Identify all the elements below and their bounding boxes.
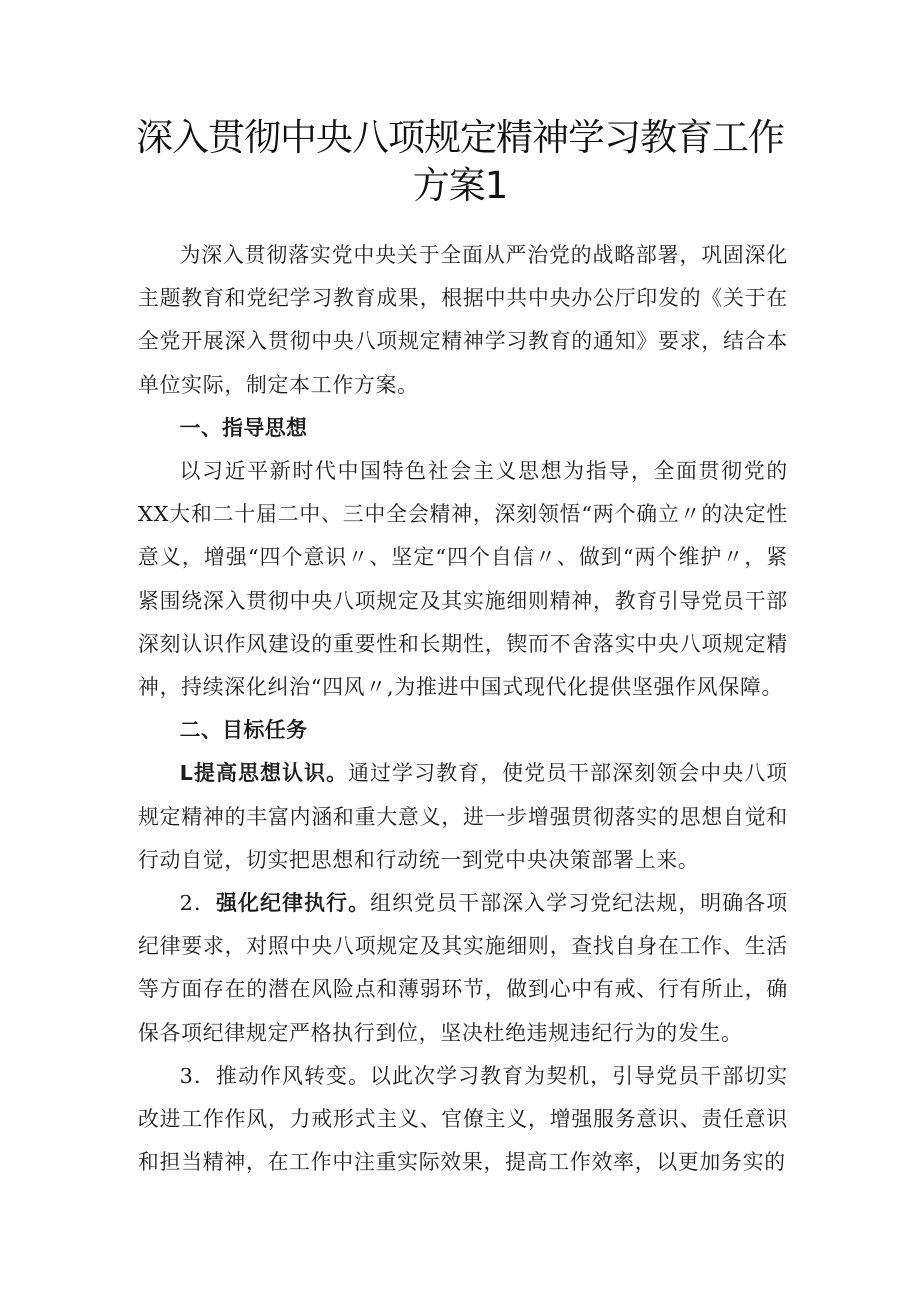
item3-paragraph: 3．推动作风转变。以此次学习教育为契机，引导党员干部切实改进工作作风，力戒形式主义、官僚主义，增强服务意识、责任意识和担当精神，在工作中注重实际效果，提高工作效率，以更加务实的: [138, 1063, 788, 1175]
intro-paragraph: 为深入贯彻落实党中央关于全面从严治党的战略部署，巩固深化主题教育和党纪学习教育成果，根据中共中央办公厅印发的《关于在全党开展深入贯彻中央八项规定精神学习教育的通知》要求，结合本单位实际，制定本工作方案。: [138, 243, 788, 397]
document-title-line1: 深入贯彻中央八项规定精神学习教育工作: [136, 116, 784, 159]
section1-paragraph: 以习近平新时代中国特色社会主义思想为指导，全面贯彻党的XX大和二十届二中、三中全会精神，深刻领悟“两个确立〃的决定性意义，增强“四个意识〃、坚定“四个自信〃、做到“两个维护〃，紧紧围绕深入贯彻中央八项规定及其实施细则精神，教育引导党员干部深刻认识作风建设的重要性和长期性，锲而不舍落实中央八项规定精神，持续深化纠治“四风〃,为推进中国式现代化提供坚强作风保障。: [138, 459, 788, 700]
item1-text: 通过学习教育，使党员干部深刻领会中央八项规定精神的丰富内涵和重大意义，进一步增强贯彻落实的思想自觉和行动自觉，切实把思想和行动统一到党中央决策部署上来。: [138, 761, 788, 872]
item2-number: 2．: [179, 891, 217, 916]
item1-paragraph: [138, 752, 788, 882]
item2-lead: 强化纪律执行。: [216, 891, 371, 916]
document-title-line2: 方案1: [412, 164, 508, 207]
item2-text: 组织党员干部深入学习党纪法规，明确各项纪律要求，对照中央八项规定及其实施细则，查找自身在工作、生活等方面存在的潜在风险点和薄弱环节，做到心中有戒、行有所止，确保各项纪律规定严格执行到位，坚决杜绝违规违纪行为的发生。: [138, 891, 788, 1045]
item1-lead: L提高思想认识。: [179, 761, 349, 786]
item2-paragraph: [138, 882, 788, 1055]
document-body: [138, 234, 788, 1184]
section2-heading: 二、目标任务: [179, 718, 308, 743]
section1-heading: 一、指导思想: [179, 415, 308, 440]
